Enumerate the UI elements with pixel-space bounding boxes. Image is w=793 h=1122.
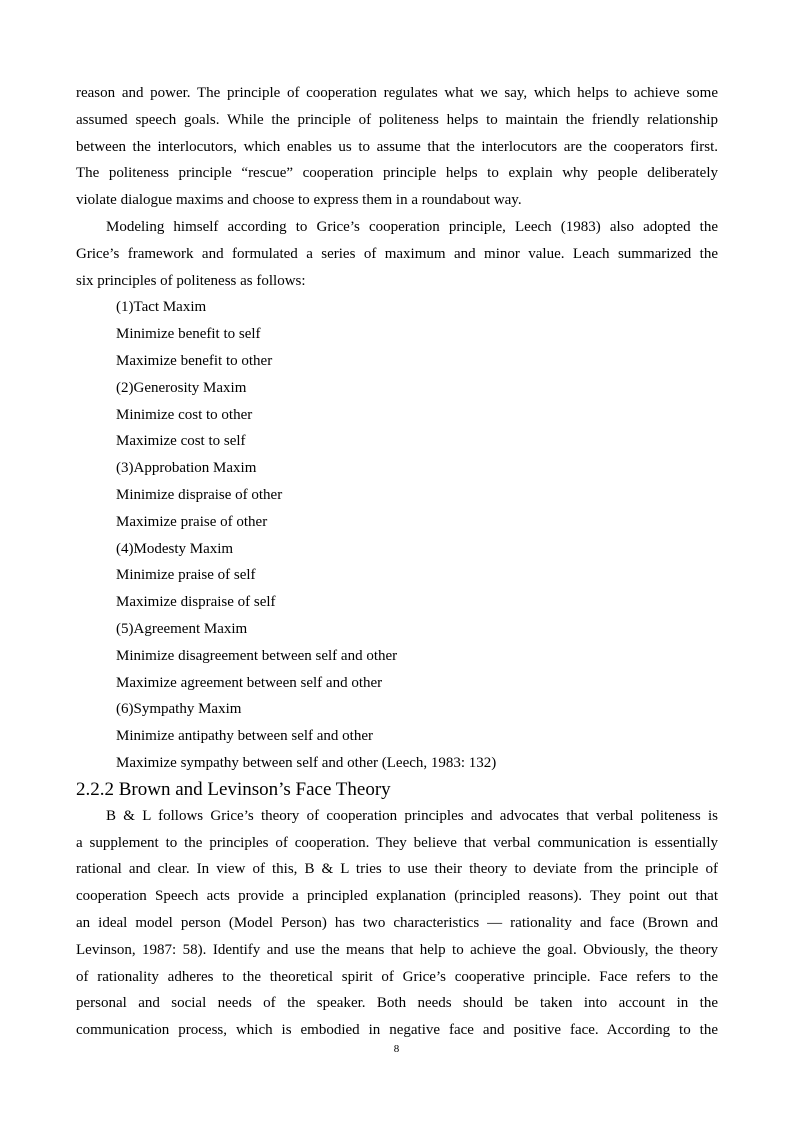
text-line: Grice’s framework and formulated a series of maximum and minor value. Leach summarized the xyxy=(76,245,718,262)
maxim-heading: (4)Modesty Maxim xyxy=(116,540,234,557)
maxim-item: Maximize agreement between self and other xyxy=(116,674,383,691)
text-line: cooperation Speech acts provide a principled explanation (principled reasons). They point out that xyxy=(76,888,718,905)
text-line: reason and power. The principle of cooperation regulates what we say, which helps to achieve some xyxy=(76,85,718,101)
text-line: of rationality adheres to the theoretical spirit of Grice’s cooperative principle. Face refers to the xyxy=(76,968,718,985)
text-line: a supplement to the principles of cooperation. They believe that verbal communication is essentially xyxy=(76,834,718,851)
maxim-item: Minimize cost to other xyxy=(116,406,253,423)
page-number: 8 xyxy=(393,1043,400,1055)
section-heading: 2.2.2 Brown and Levinson’s Face Theory xyxy=(76,778,391,800)
maxim-heading: (6)Sympathy Maxim xyxy=(116,701,242,718)
maxim-item: Minimize disagreement between self and other xyxy=(116,647,398,664)
text-line: Modeling himself according to Grice’s cooperation principle, Leech (1983) also adopted the xyxy=(106,218,718,235)
text-line: The politeness principle “rescue” cooperation principle helps to explain why people deliberately xyxy=(76,165,718,182)
text-line: B & L follows Grice’s theory of cooperation principles and advocates that verbal politeness is xyxy=(106,807,718,824)
maxim-item: Maximize dispraise of self xyxy=(116,594,276,611)
maxim-heading: (3)Approbation Maxim xyxy=(116,460,257,477)
text-line: rational and clear. In view of this, B & L tries to use their theory to deviate from the principle of xyxy=(76,861,718,878)
maxim-item: Minimize antipathy between self and other xyxy=(116,728,373,745)
text-line: personal and social needs of the speaker. Both needs should be taken into account in the xyxy=(76,995,718,1012)
maxim-heading: (5)Agreement Maxim xyxy=(116,620,248,637)
maxim-item: Minimize dispraise of other xyxy=(116,486,283,503)
text-line: assumed speech goals. While the principle of politeness helps to maintain the friendly relationship xyxy=(76,111,718,128)
maxim-item: Maximize praise of other xyxy=(116,513,268,530)
maxim-heading: (2)Generosity Maxim xyxy=(116,379,247,396)
maxim-item: Minimize benefit to self xyxy=(116,326,261,343)
text-line: between the interlocutors, which enables us to assume that the interlocutors are the cooperators first. xyxy=(76,138,718,155)
maxim-item: Minimize praise of self xyxy=(116,567,256,584)
intro-paragraph xyxy=(76,80,718,214)
document-page xyxy=(76,80,718,1044)
leech-paragraph xyxy=(76,214,718,294)
maxim-item: Maximize cost to self xyxy=(116,433,246,450)
maxim-heading: (1)Tact Maxim xyxy=(116,299,207,316)
face-theory-paragraph xyxy=(76,803,718,1044)
maxim-item: Maximize benefit to other xyxy=(116,352,273,369)
text-line: six principles of politeness as follows: xyxy=(76,272,306,289)
maxims-list xyxy=(76,294,718,776)
text-line: communication process, which is embodied in negative face and positive face. According to the xyxy=(76,1022,718,1039)
text-line: violate dialogue maxims and choose to express them in a roundabout way. xyxy=(76,192,522,209)
text-line: an ideal model person (Model Person) has two characteristics — rationality and face (Brown and xyxy=(76,914,718,931)
text-line: Levinson, 1987: 58). Identify and use the means that help to achieve the goal. Obviously, the theory xyxy=(76,941,718,958)
maxim-item: Maximize sympathy between self and other (Leech, 1983: 132) xyxy=(116,754,497,771)
